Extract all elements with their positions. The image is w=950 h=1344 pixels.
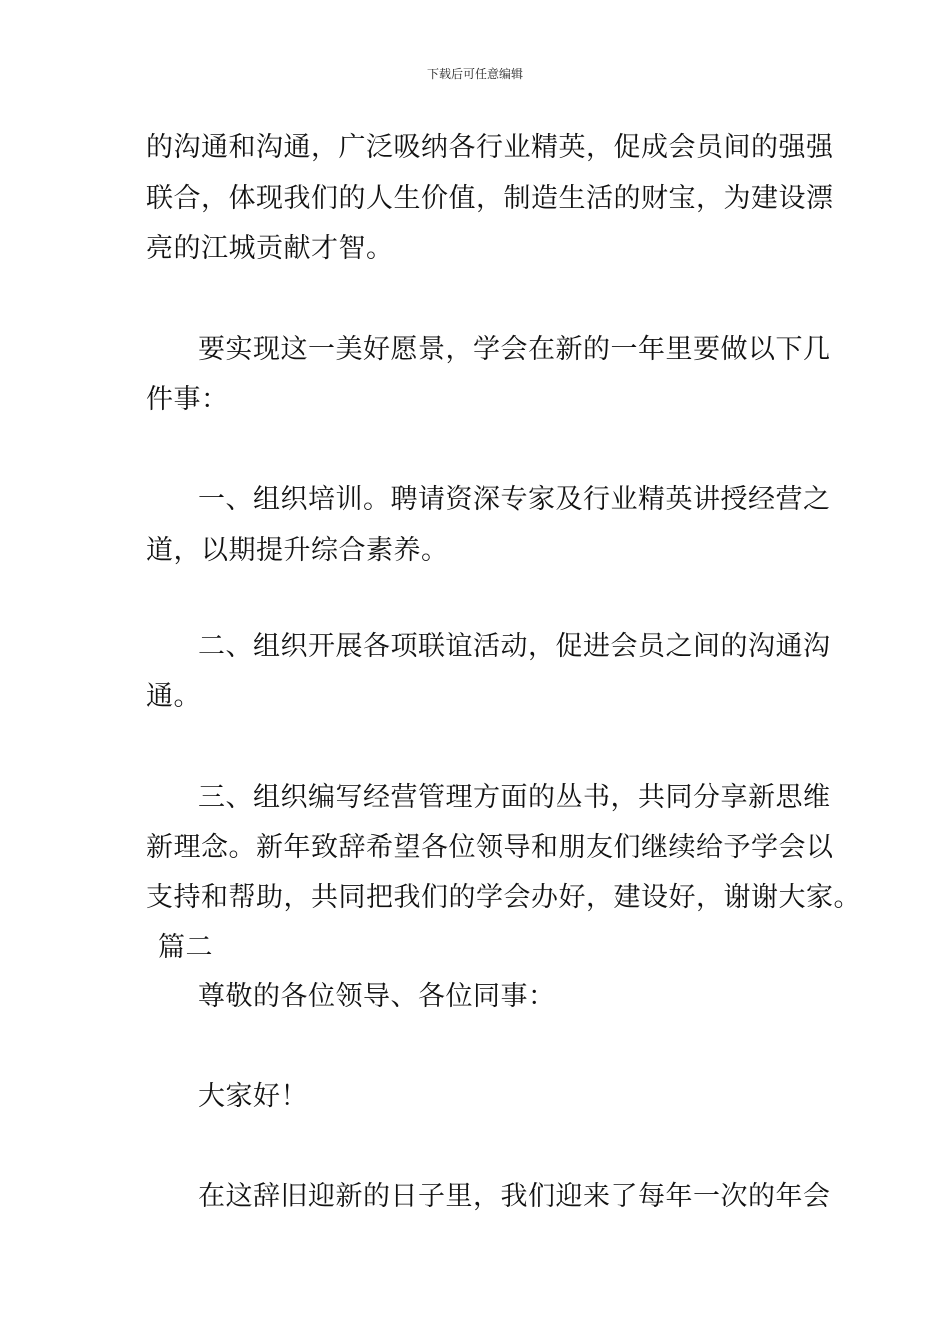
salutation: 尊敬的各位领导、各位同事： — [198, 981, 556, 1012]
paragraph-line: 一、组织培训。聘请资深专家及行业精英讲授经营之 — [198, 484, 831, 515]
page-header: 下载后可任意编辑 — [426, 67, 523, 81]
paragraph-line: 新理念。新年致辞希望各位领导和朋友们继续给予学会以 — [146, 832, 834, 863]
paragraph-line: 件事： — [146, 384, 229, 415]
paragraph-line: 二、组织开展各项联谊活动，促进会员之间的沟通沟 — [198, 631, 831, 662]
section-heading: 篇二 — [158, 932, 213, 963]
paragraph-line: 要实现这一美好愿景，学会在新的一年里要做以下几 — [198, 334, 831, 365]
paragraph-line: 支持和帮助，共同把我们的学会办好，建设好，谢谢大家。 — [146, 882, 861, 913]
paragraph-line: 联合，体现我们的人生价值，制造生活的财宝，为建设漂 — [146, 183, 834, 214]
paragraph-line: 三、组织编写经营管理方面的丛书，共同分享新思维 — [198, 782, 831, 813]
greeting: 大家好！ — [198, 1081, 308, 1112]
paragraph-line: 的沟通和沟通，广泛吸纳各行业精英，促成会员间的强强 — [146, 132, 834, 163]
paragraph-line: 道，以期提升综合素养。 — [146, 535, 449, 566]
paragraph-line: 亮的江城贡献才智。 — [146, 233, 394, 264]
paragraph-line: 通。 — [146, 681, 201, 712]
paragraph-line: 在这辞旧迎新的日子里，我们迎来了每年一次的年会 — [198, 1181, 831, 1212]
